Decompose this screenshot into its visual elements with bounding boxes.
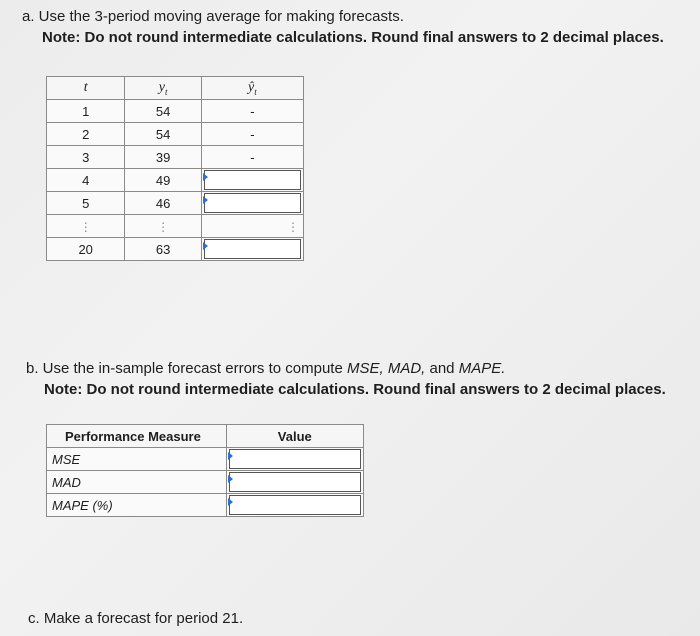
- question-b-last: MAPE.: [458, 360, 506, 377]
- forecast-cell: [201, 169, 303, 192]
- ellipsis-t: ⋮: [47, 215, 125, 238]
- question-b-terms: MSE, MAD,: [346, 360, 426, 377]
- performance-header-row: [47, 425, 364, 448]
- moving-average-table: [46, 76, 304, 261]
- forecast-cell: [201, 238, 303, 261]
- cell-y: 49: [125, 169, 201, 192]
- cell-t: 1: [47, 100, 125, 123]
- forecast-input-t4[interactable]: [204, 170, 301, 190]
- table-row: [47, 471, 364, 494]
- mad-input[interactable]: [229, 472, 361, 492]
- question-c: c. Make a forecast for period 21.: [28, 610, 244, 627]
- cell-forecast: -: [201, 100, 303, 123]
- measure-label-mape: MAPE (%): [47, 494, 227, 517]
- value-cell: [226, 494, 363, 517]
- header-yhat: $ŷ_t$: [201, 77, 303, 100]
- table-header-row: [47, 77, 304, 100]
- cell-y: 39: [125, 146, 201, 169]
- measure-label-mad: MAD: [47, 471, 227, 494]
- header-value: Value: [226, 425, 363, 448]
- table-row: [47, 123, 304, 146]
- table-row: [47, 448, 364, 471]
- forecast-cell: [201, 192, 303, 215]
- table-row: [47, 192, 304, 215]
- header-t: t: [47, 77, 125, 100]
- cell-y: 63: [125, 238, 201, 261]
- table-row: [47, 494, 364, 517]
- cell-t: 5: [47, 192, 125, 215]
- cell-t: 3: [47, 146, 125, 169]
- question-a: a. Use the 3-period moving average for making forecasts.: [22, 8, 404, 25]
- note-b: Note: Do not round intermediate calculations. Round final answers to 2 decimal places.: [44, 381, 666, 398]
- header-yt: $y_t$: [125, 77, 201, 100]
- question-b-prefix: b. Use the in-sample forecast errors to compute: [26, 360, 347, 377]
- ellipsis-y: ⋮: [125, 215, 201, 238]
- question-b-and: and: [425, 360, 459, 377]
- forecast-input-t20[interactable]: [204, 239, 301, 259]
- cell-t: 2: [47, 123, 125, 146]
- cell-t: 20: [47, 238, 125, 261]
- table-row: [47, 100, 304, 123]
- cell-y: 54: [125, 123, 201, 146]
- mse-input[interactable]: [229, 449, 361, 469]
- measure-label-mse: MSE: [47, 448, 227, 471]
- value-cell: [226, 448, 363, 471]
- note-a: Note: Do not round intermediate calculations. Round final answers to 2 decimal places.: [42, 29, 664, 46]
- cell-y: 54: [125, 100, 201, 123]
- ellipsis-forecast: ⋮: [201, 215, 303, 238]
- cell-forecast: -: [201, 146, 303, 169]
- mape-input[interactable]: [229, 495, 361, 515]
- cell-forecast: -: [201, 123, 303, 146]
- table-row: [47, 146, 304, 169]
- performance-table: [46, 424, 364, 517]
- forecast-input-t5[interactable]: [204, 193, 301, 213]
- cell-y: 46: [125, 192, 201, 215]
- value-cell: [226, 471, 363, 494]
- table-row-ellipsis: [47, 215, 304, 238]
- table-row: [47, 169, 304, 192]
- cell-t: 4: [47, 169, 125, 192]
- table-row: [47, 238, 304, 261]
- header-performance-measure: Performance Measure: [47, 425, 227, 448]
- question-b: [26, 360, 505, 377]
